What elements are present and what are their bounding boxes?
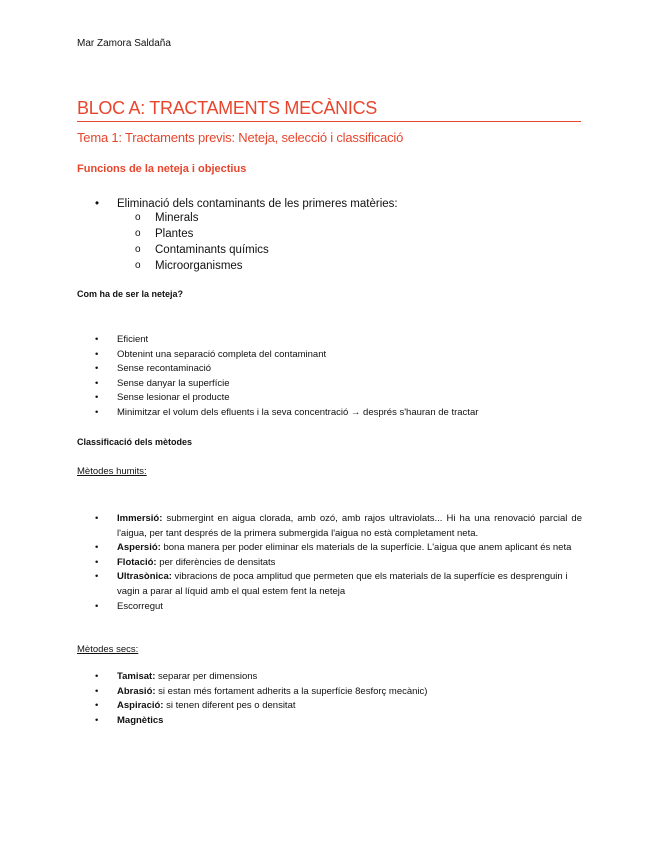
humits-list [95, 512, 582, 614]
circle-bullet-icon: o [135, 244, 141, 255]
list-item [95, 570, 582, 599]
sublist-item-text: Microorganismes [155, 260, 243, 272]
author-name: Mar Zamora Saldaña [77, 38, 171, 49]
list-item [95, 699, 427, 714]
bullet-icon: • [95, 513, 99, 524]
term-description: si tenen diferent pes o densitat [163, 700, 296, 712]
bullet-icon: • [95, 685, 99, 697]
humits-heading: Mètodes humits: [77, 466, 147, 477]
list-item-text: Sense danyar la superfície [117, 377, 230, 389]
bullet-icon: • [95, 377, 99, 389]
bullet-icon: • [95, 556, 99, 568]
secs-heading: Mètodes secs: [77, 644, 139, 655]
com-heading: Com ha de ser la neteja? [77, 289, 184, 299]
section-funcions-heading: Funcions de la neteja i objectius [77, 163, 247, 175]
bullet-icon: • [95, 700, 99, 712]
term-label: Magnètics [117, 714, 164, 726]
sublist-item [135, 258, 269, 274]
list-item [95, 391, 478, 406]
term-description: separar per dimensions [155, 671, 258, 682]
term-description: submergint en aigua clorada, amb ozó, amb rajos ultraviolats... Hi ha una renovació parcial de l'aigua, per tant després de la primera submergida l'aigua no està completament neta. [117, 513, 582, 539]
term-description: per diferències de densitats [156, 556, 276, 568]
term-label: Immersió: [117, 513, 163, 524]
title-underline [77, 121, 581, 122]
list-item [95, 362, 478, 377]
term-label: Flotació: [117, 556, 157, 568]
list-item-text: Eficient [117, 334, 149, 345]
sublist-item [135, 226, 269, 242]
term-description: Escorregut [117, 600, 163, 612]
list-item [95, 512, 582, 541]
com-list [95, 333, 479, 421]
term-label: Abrasió: [117, 685, 156, 697]
bullet-icon: • [95, 198, 100, 210]
sublist-item [135, 242, 269, 258]
list-item [95, 556, 582, 571]
list-item [95, 377, 478, 392]
list-item [95, 714, 427, 729]
bloc-title: BLOC A: TRACTAMENTS MECÀNICS [77, 98, 377, 118]
bullet-icon: • [95, 363, 99, 375]
secs-list [95, 670, 428, 728]
bullet-icon: • [95, 334, 99, 345]
list-item [95, 600, 582, 615]
sublist-item-text: Minerals [155, 212, 199, 224]
list-item [95, 348, 478, 363]
term-description: bona manera per poder eliminar els materials de la superfície. L'aigua que anem aplicant és neta [160, 542, 572, 554]
term-description: si estan més fortament adherits a la superfície 8esforç mecànic) [155, 685, 428, 697]
list-item-text: Minimitzar el volum dels efluents i la seva concentració → després s'hauran de tractar [117, 406, 479, 418]
classificacio-heading: Classificació dels mètodes [77, 437, 193, 447]
circle-bullet-icon: o [135, 212, 141, 223]
tema-title: Tema 1: Tractaments previs: Neteja, selecció i classificació [77, 130, 404, 145]
list-item-text: Sense recontaminació [117, 363, 211, 375]
bullet-icon: • [95, 714, 99, 726]
circle-bullet-icon: o [135, 260, 141, 271]
list-item [95, 685, 428, 700]
bullet-icon: • [95, 406, 99, 418]
list-item [95, 670, 427, 685]
list-item-text: Obtenint una separació completa del contaminant [117, 348, 327, 360]
term-label: Aspersió: [117, 542, 161, 554]
list-item [95, 541, 582, 556]
term-label: Aspiració: [117, 700, 164, 712]
bullet-icon: • [95, 671, 99, 682]
sublist-item-text: Plantes [155, 228, 194, 240]
term-label: Ultrasònica: [117, 571, 172, 583]
bullet-icon: • [95, 542, 99, 554]
sublist-item [135, 210, 269, 226]
list-item-text: Eliminació dels contaminants de les primeres matèries: [117, 198, 398, 210]
bullet-icon: • [95, 600, 99, 612]
bullet-icon: • [95, 571, 99, 583]
list-item-text: Sense lesionar el producte [117, 392, 230, 404]
term-description: vibracions de poca amplitud que permeten que els materials de la superfície es desprenguin i vagin a parar al líquid amb el qual estem fent la neteja [117, 571, 568, 597]
circle-bullet-icon: o [135, 228, 141, 239]
sublist-item-text: Contaminants químics [155, 244, 269, 256]
list-item [95, 333, 478, 348]
bullet-icon: • [95, 392, 99, 404]
contaminants-sublist [135, 210, 269, 274]
list-item [95, 406, 479, 421]
bullet-icon: • [95, 348, 99, 360]
term-label: Tamisat: [117, 671, 156, 682]
